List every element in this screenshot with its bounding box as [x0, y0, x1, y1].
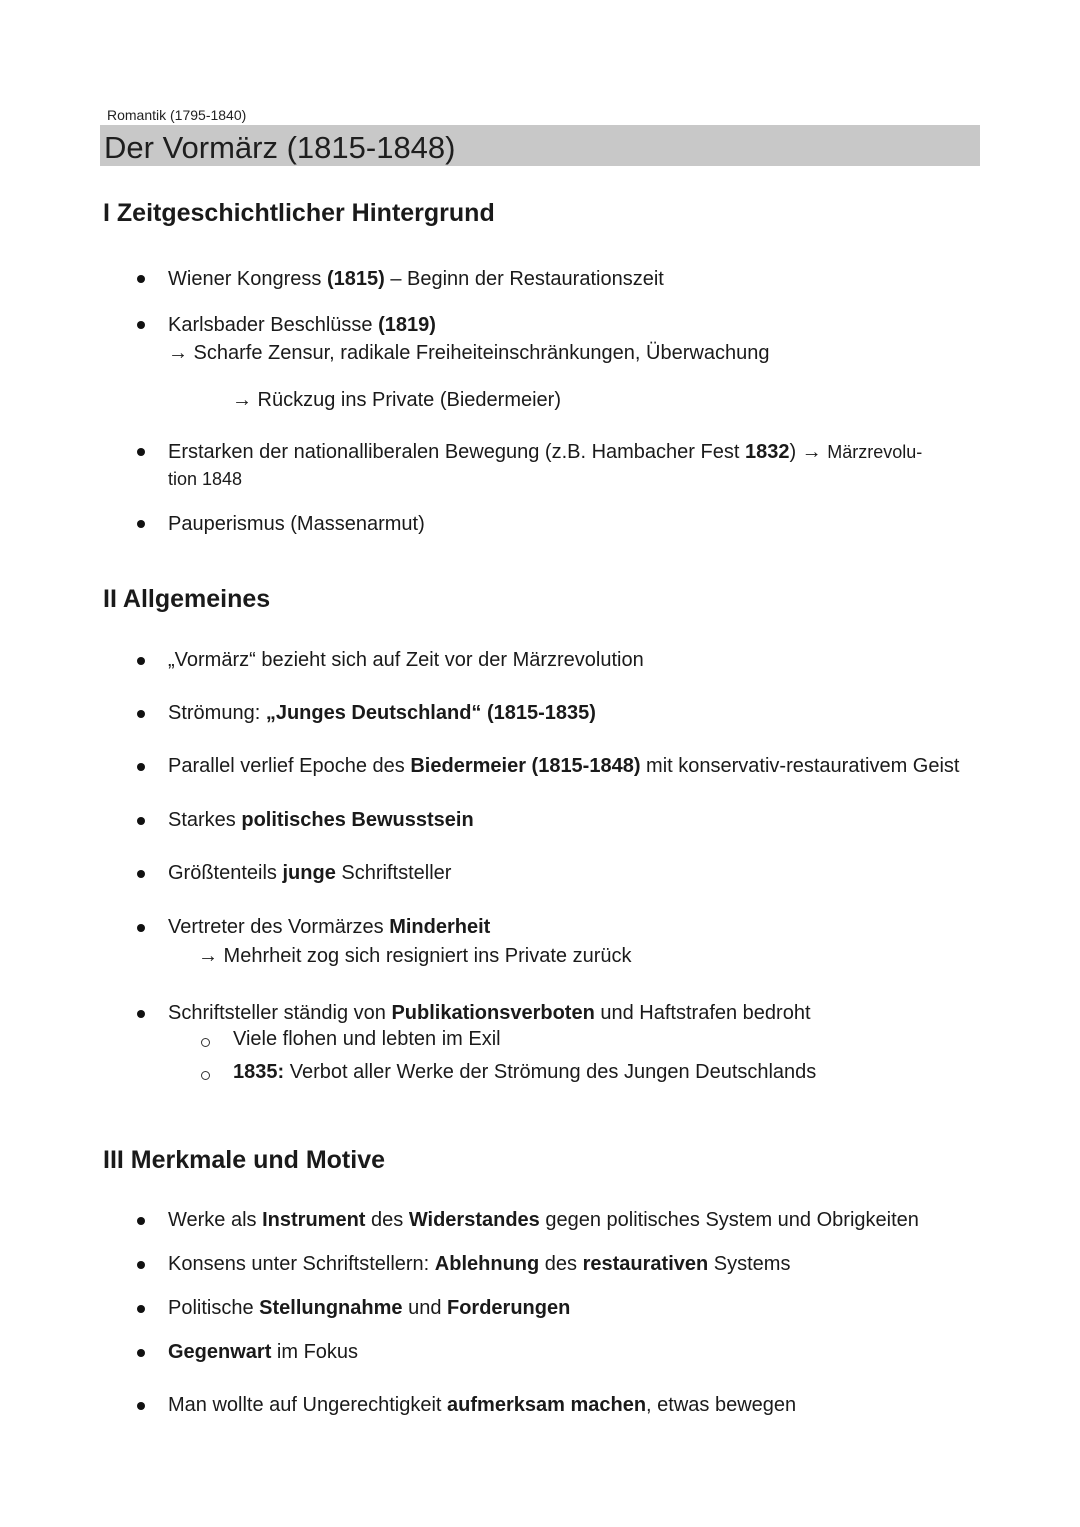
arrow-note: → Mehrheit zog sich resigniert ins Private zurück: [198, 945, 632, 967]
list-item-continuation: tion 1848: [168, 469, 243, 489]
sub-bullet-icon: [201, 1071, 210, 1080]
sub-list-item: 1835: Verbot aller Werke der Strömung des Jungen Deutschlands: [233, 1061, 817, 1083]
bullet-icon: [137, 1217, 145, 1225]
bullet-icon: [137, 321, 145, 329]
list-item: Gegenwart im Fokus: [168, 1341, 359, 1363]
bullet-icon: [137, 448, 145, 456]
list-item: Starkes politisches Bewusstsein: [168, 809, 474, 831]
bullet-icon: [137, 657, 145, 665]
bullet-icon: [137, 1305, 145, 1313]
list-item: Man wollte auf Ungerechtigkeit aufmerksam machen, etwas bewegen: [168, 1394, 797, 1416]
arrow-note: → Rückzug ins Private (Biedermeier): [232, 389, 561, 411]
list-item: Parallel verlief Epoche des Biedermeier (1815-1848) mit konservativ-restaurativem Geist: [168, 755, 960, 777]
header-note: Romantik (1795-1840): [107, 107, 247, 123]
list-item: Erstarken der nationalliberalen Bewegung (z.B. Hambacher Fest 1832) → Märzrevolu-: [168, 441, 923, 463]
list-item: Politische Stellungnahme und Forderungen: [168, 1297, 571, 1319]
bullet-icon: [137, 1261, 145, 1269]
list-item: Konsens unter Schriftstellern: Ablehnung des restaurativen Systems: [168, 1253, 791, 1275]
list-item: Schriftsteller ständig von Publikationsverboten und Haftstrafen bedroht: [168, 1002, 811, 1024]
section-heading-2: II Allgemeines: [103, 585, 271, 613]
sub-list-item: Viele flohen und lebten im Exil: [233, 1028, 501, 1050]
arrow-note: → Scharfe Zensur, radikale Freiheiteinschränkungen, Überwachung: [168, 342, 770, 364]
section-heading-1: I Zeitgeschichtlicher Hintergrund: [103, 199, 495, 227]
list-item: Werke als Instrument des Widerstandes gegen politisches System und Obrigkeiten: [168, 1209, 919, 1231]
bullet-icon: [137, 763, 145, 771]
list-item: Pauperismus (Massenarmut): [168, 513, 425, 535]
bullet-icon: [137, 870, 145, 878]
bullet-icon: [137, 924, 145, 932]
sub-bullet-icon: [201, 1038, 210, 1047]
list-item: Karlsbader Beschlüsse (1819): [168, 314, 436, 336]
bullet-icon: [137, 1402, 145, 1410]
bullet-icon: [137, 710, 145, 718]
section-heading-3: III Merkmale und Motive: [103, 1146, 386, 1174]
bullet-icon: [137, 817, 145, 825]
list-item: „Vormärz“ bezieht sich auf Zeit vor der Märzrevolution: [168, 649, 644, 671]
list-item: Vertreter des Vormärzes Minderheit: [168, 916, 491, 938]
bullet-icon: [137, 1349, 145, 1357]
bullet-icon: [137, 520, 145, 528]
page-title: Der Vormärz (1815-1848): [104, 130, 456, 165]
bullet-icon: [137, 275, 145, 283]
list-item: Strömung: „Junges Deutschland“ (1815-1835): [168, 702, 596, 724]
list-item: Größtenteils junge Schriftsteller: [168, 862, 452, 884]
list-item: Wiener Kongress (1815) – Beginn der Restaurationszeit: [168, 268, 664, 290]
bullet-icon: [137, 1010, 145, 1018]
